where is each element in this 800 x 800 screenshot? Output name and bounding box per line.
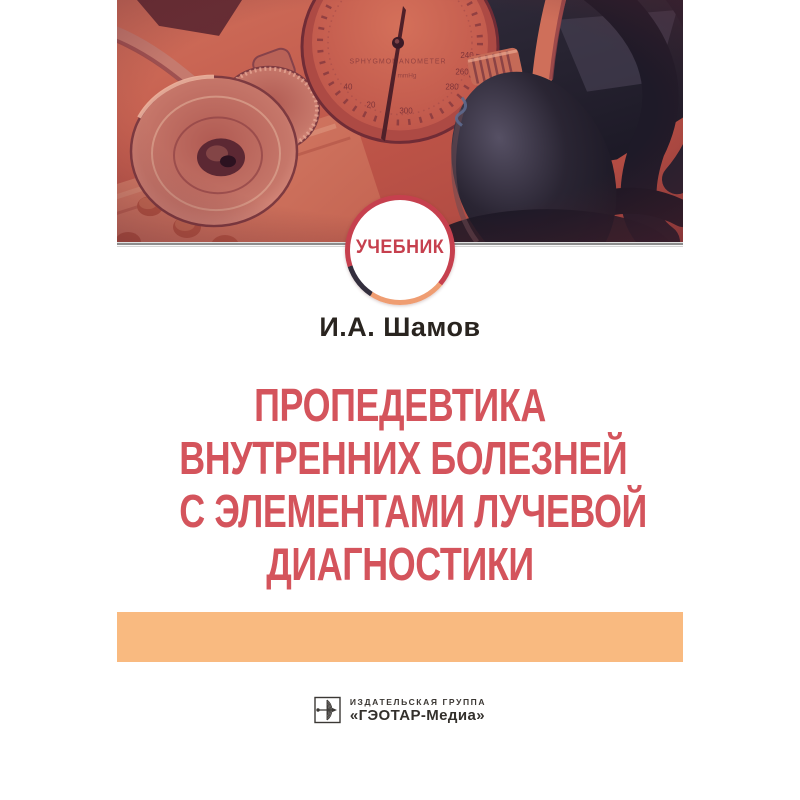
geotar-logo-icon xyxy=(314,696,341,724)
title-line-2: ВНУТРЕННИХ БОЛЕЗНЕЙ xyxy=(179,432,628,484)
textbook-badge-inner xyxy=(350,200,450,300)
book-title xyxy=(117,379,683,591)
publisher-group-label: ИЗДАТЕЛЬСКАЯ ГРУППА xyxy=(349,696,487,707)
textbook-badge-label: УЧЕБНИК xyxy=(355,237,445,258)
publisher-name: «ГЭОТАР-Медиа» xyxy=(349,706,485,724)
title-line-3: С ЭЛЕМЕНТАМИ ЛУЧЕВОЙ xyxy=(179,485,647,537)
orange-band xyxy=(117,612,683,662)
title-line-4: ДИАГНОСТИКИ xyxy=(266,538,534,590)
book-cover xyxy=(117,0,683,800)
publisher-text xyxy=(350,697,486,724)
author-name: И.А. Шамов xyxy=(319,312,481,342)
publisher-block xyxy=(117,696,683,724)
textbook-badge xyxy=(345,195,455,305)
title-line-1: ПРОПЕДЕВТИКА xyxy=(254,379,546,431)
